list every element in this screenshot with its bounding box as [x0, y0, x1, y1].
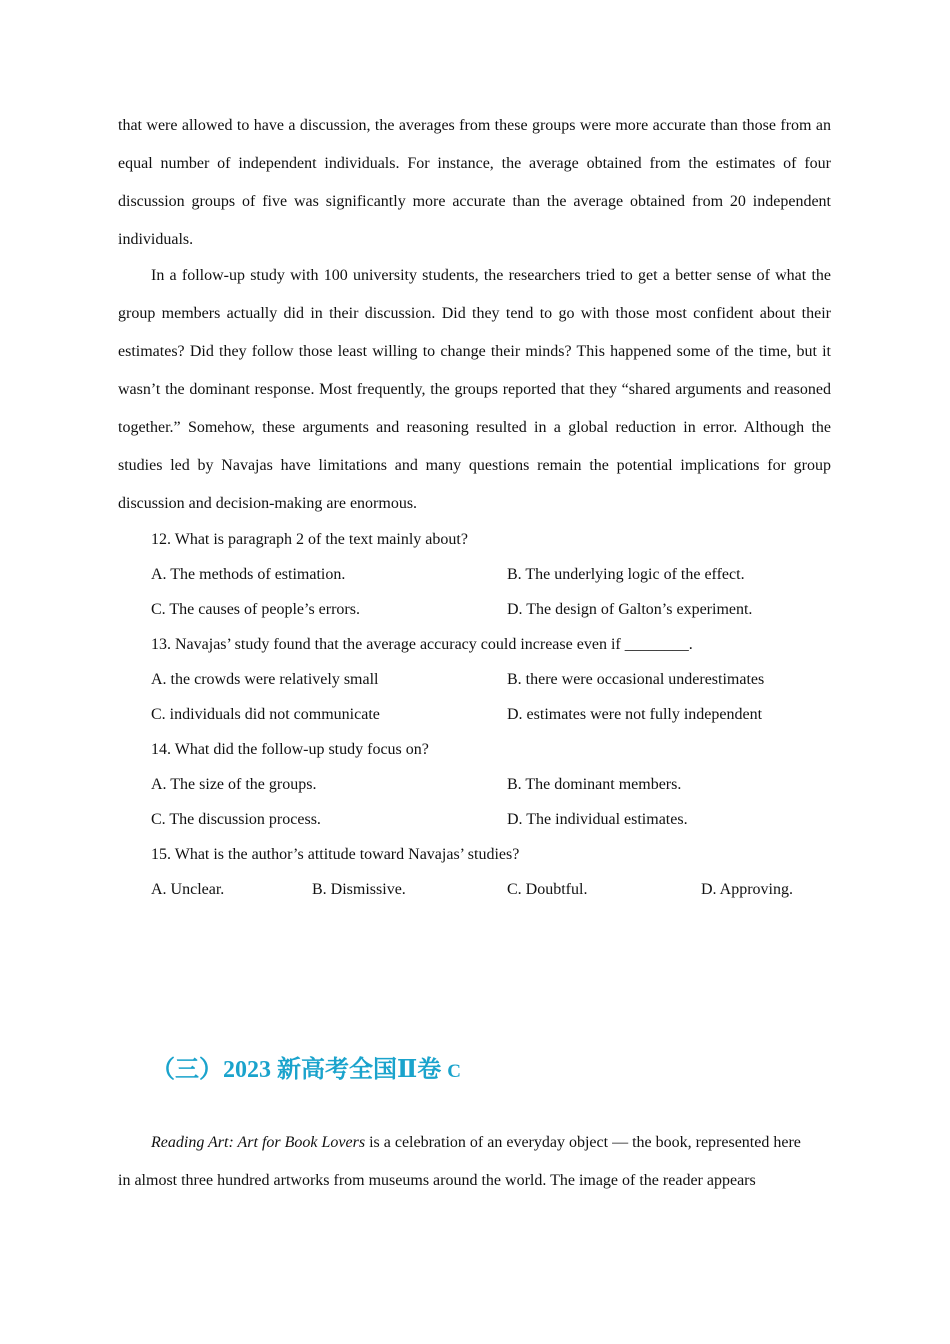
question-15-stem: 15. What is the author’s attitude toward Navajas’ studies?	[151, 846, 520, 863]
question-14-option-b: B. The dominant members.	[507, 776, 682, 793]
passage-c-paragraph	[118, 1124, 831, 1162]
question-15-option-d: D. Approving.	[701, 881, 793, 898]
question-13-option-a: A. the crowds were relatively small	[151, 671, 379, 688]
question-13-option-c: C. individuals did not communicate	[151, 706, 380, 723]
question-12-option-a: A. The methods of estimation.	[151, 566, 346, 583]
section-heading-suffix: C	[447, 1061, 461, 1082]
question-13-option-b: B. there were occasional underestimates	[507, 671, 765, 688]
question-12-option-b: B. The underlying logic of the effect.	[507, 566, 745, 583]
question-13-option-d: D. estimates were not fully independent	[507, 706, 763, 723]
question-15-option-b: B. Dismissive.	[312, 881, 406, 898]
question-14-stem: 14. What did the follow-up study focus on?	[151, 741, 429, 758]
question-12-option-c: C. The causes of people’s errors.	[151, 601, 360, 618]
question-15-option-c: C. Doubtful.	[507, 881, 588, 898]
book-title: Reading Art: Art for Book Lovers	[151, 1134, 366, 1151]
section-heading-title: （三）2023 新高考全国Ⅱ卷	[151, 1057, 442, 1083]
question-15-option-a: A. Unclear.	[151, 881, 225, 898]
paragraph-continued: that were allowed to have a discussion, the averages from these groups were more accurate than those from an equal number of independent individuals. For instance, the average obtained from the estimates of four discussion groups of five was significantly more accurate than the average obtained from 20 independent individuals.	[118, 117, 831, 248]
section-heading	[151, 1052, 461, 1090]
question-12-option-d: D. The design of Galton’s experiment.	[507, 601, 753, 618]
question-14-option-a: A. The size of the groups.	[151, 776, 317, 793]
passage-c-continuation: in almost three hundred artworks from museums around the world. The image of the reader appears	[118, 1172, 756, 1189]
question-14-option-d: D. The individual estimates.	[507, 811, 688, 828]
question-12-stem: 12. What is paragraph 2 of the text mainly about?	[151, 531, 468, 548]
question-14-option-c: C. The discussion process.	[151, 811, 321, 828]
passage-c-text-line-1: is a celebration of an everyday object — the book, represented here	[365, 1134, 801, 1151]
question-13-stem: 13. Navajas’ study found that the average accuracy could increase even if ________.	[151, 636, 693, 653]
paragraph-follow-up-study: In a follow-up study with 100 university students, the researchers tried to get a better sense of what the group members actually did in their discussion. Did they tend to go with those most confident about their estimates? Did they follow those least willing to change their minds? This happened some of the time, but it wasn’t the dominant response. Most frequently, the groups reported that they “shared arguments and reasoned together.” Somehow, these arguments and reasoning resulted in a global reduction in error. Although the studies led by Navajas have limitations and many questions remain the potential implications for group discussion and decision-making are enormous.	[118, 267, 831, 512]
